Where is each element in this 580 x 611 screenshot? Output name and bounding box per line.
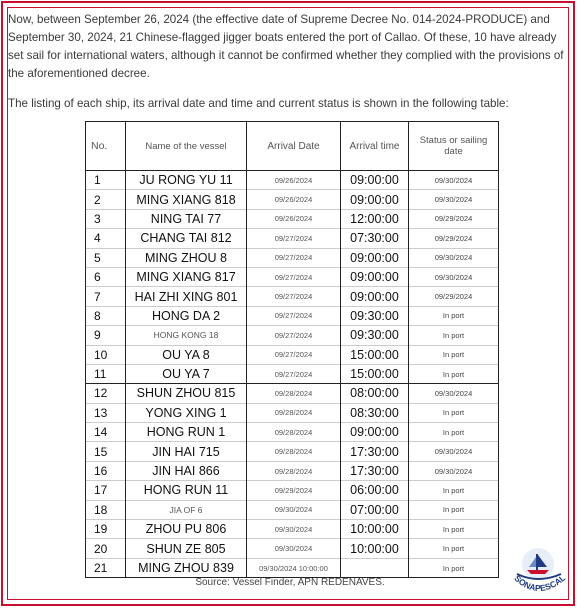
cell-no: 3	[86, 209, 126, 228]
cell-status: 09/29/2024	[409, 209, 499, 228]
cell-vessel-name: HONG KONG 18	[126, 326, 247, 345]
table-row	[86, 558, 499, 577]
header-no: No.	[86, 122, 126, 171]
cell-arrival-time: 09:00:00	[341, 248, 409, 267]
cell-arrival-time: 08:00:00	[341, 384, 409, 403]
cell-no: 11	[86, 364, 126, 383]
cell-no: 5	[86, 248, 126, 267]
cell-status: In port	[409, 326, 499, 345]
cell-arrival-date: 09/28/2024	[247, 423, 341, 442]
cell-arrival-time: 07:00:00	[341, 500, 409, 519]
header-arrival-date: Arrival Date	[247, 122, 341, 171]
cell-status: 09/30/2024	[409, 384, 499, 403]
cell-status: 09/30/2024	[409, 190, 499, 209]
cell-vessel-name: MING XIANG 818	[126, 190, 247, 209]
cell-vessel-name: SHUN ZHOU 815	[126, 384, 247, 403]
cell-arrival-date: 09/26/2024	[247, 171, 341, 190]
cell-arrival-time: 06:00:00	[341, 481, 409, 500]
table-row	[86, 326, 499, 345]
cell-arrival-time: 09:00:00	[341, 171, 409, 190]
cell-no: 13	[86, 403, 126, 422]
cell-arrival-time: 09:00:00	[341, 423, 409, 442]
cell-no: 14	[86, 423, 126, 442]
cell-vessel-name: OU YA 7	[126, 364, 247, 383]
cell-vessel-name: HONG RUN 11	[126, 481, 247, 500]
cell-status: 09/30/2024	[409, 267, 499, 286]
cell-vessel-name: JIA OF 6	[126, 500, 247, 519]
cell-no: 12	[86, 384, 126, 403]
cell-status: In port	[409, 558, 499, 577]
table-row	[86, 520, 499, 539]
intro-paragraph: Now, between September 26, 2024 (the effective date of Supreme Decree No. 014-2024-PRODUCE) and September 30, 2024, 21 Chinese-flagged jigger boats entered the port of Callao. Of these, 10 have already set sail for international waters, although it cannot be confirmed whether they complied with the provisions of the aforementioned decree.	[8, 13, 564, 80]
table-row	[86, 364, 499, 383]
cell-arrival-date: 09/30/2024	[247, 520, 341, 539]
table-row	[86, 287, 499, 306]
cell-arrival-date: 09/27/2024	[247, 364, 341, 383]
cell-vessel-name: JIN HAI 866	[126, 461, 247, 480]
cell-arrival-time: 09:00:00	[341, 190, 409, 209]
cell-arrival-date: 09/26/2024	[247, 190, 341, 209]
cell-arrival-time: 17:30:00	[341, 461, 409, 480]
cell-status: 09/30/2024	[409, 461, 499, 480]
cell-no: 15	[86, 442, 126, 461]
cell-arrival-time: 15:00:00	[341, 345, 409, 364]
cell-arrival-date: 09/28/2024	[247, 403, 341, 422]
cell-vessel-name: ZHOU PU 806	[126, 520, 247, 539]
cell-status: In port	[409, 306, 499, 325]
cell-no: 2	[86, 190, 126, 209]
cell-status: In port	[409, 345, 499, 364]
vessel-table	[85, 121, 499, 578]
cell-arrival-time: 15:00:00	[341, 364, 409, 383]
header-status: Status or sailing date	[409, 122, 499, 171]
cell-no: 10	[86, 345, 126, 364]
cell-vessel-name: HONG RUN 1	[126, 423, 247, 442]
cell-vessel-name: HONG DA 2	[126, 306, 247, 325]
header-arrival-time: Arrival time	[341, 122, 409, 171]
cell-arrival-date: 09/28/2024	[247, 384, 341, 403]
table-row	[86, 500, 499, 519]
cell-status: In port	[409, 481, 499, 500]
cell-vessel-name: HAI ZHI XING 801	[126, 287, 247, 306]
table-row	[86, 306, 499, 325]
cell-no: 7	[86, 287, 126, 306]
cell-arrival-date: 09/28/2024	[247, 442, 341, 461]
cell-status: 09/30/2024	[409, 248, 499, 267]
cell-arrival-date: 09/30/2024	[247, 539, 341, 558]
cell-vessel-name: JIN HAI 715	[126, 442, 247, 461]
cell-no: 17	[86, 481, 126, 500]
table-row	[86, 461, 499, 480]
cell-vessel-name: SHUN ZE 805	[126, 539, 247, 558]
cell-vessel-name: YONG XING 1	[126, 403, 247, 422]
cell-no: 16	[86, 461, 126, 480]
cell-arrival-time: 12:00:00	[341, 209, 409, 228]
cell-no: 6	[86, 267, 126, 286]
cell-arrival-date: 09/27/2024	[247, 287, 341, 306]
cell-vessel-name: JU RONG YU 11	[126, 171, 247, 190]
cell-arrival-time: 09:00:00	[341, 287, 409, 306]
cell-arrival-time: 10:00:00	[341, 539, 409, 558]
cell-arrival-date: 09/30/2024 10:00:00	[247, 558, 341, 577]
cell-arrival-date: 09/27/2024	[247, 326, 341, 345]
cell-arrival-time: 09:30:00	[341, 326, 409, 345]
cell-arrival-time: 09:00:00	[341, 267, 409, 286]
logo-text: SONAPESCAL	[512, 572, 568, 594]
table-row	[86, 539, 499, 558]
cell-status: In port	[409, 539, 499, 558]
cell-arrival-date: 09/27/2024	[247, 267, 341, 286]
cell-no: 1	[86, 171, 126, 190]
table-row	[86, 209, 499, 228]
cell-arrival-time: 08:30:00	[341, 403, 409, 422]
table-row	[86, 384, 499, 403]
cell-arrival-date: 09/27/2024	[247, 306, 341, 325]
source-caption: Source: Vessel Finder, APN REDENAVES.	[195, 577, 385, 588]
cell-vessel-name: OU YA 8	[126, 345, 247, 364]
table-row	[86, 171, 499, 190]
cell-vessel-name: CHANG TAI 812	[126, 229, 247, 248]
table-row	[86, 481, 499, 500]
table-row	[86, 345, 499, 364]
sonapescal-logo	[505, 540, 575, 602]
cell-vessel-name: MING ZHOU 839	[126, 558, 247, 577]
cell-arrival-date: 09/29/2024	[247, 481, 341, 500]
cell-no: 21	[86, 558, 126, 577]
cell-arrival-time: 17:30:00	[341, 442, 409, 461]
cell-status: 09/30/2024	[409, 171, 499, 190]
cell-vessel-name: MING ZHOU 8	[126, 248, 247, 267]
table-row	[86, 229, 499, 248]
cell-arrival-date: 09/27/2024	[247, 229, 341, 248]
cell-no: 18	[86, 500, 126, 519]
table-row	[86, 190, 499, 209]
cell-arrival-time	[341, 558, 409, 577]
cell-no: 20	[86, 539, 126, 558]
table-row	[86, 248, 499, 267]
cell-vessel-name: NING TAI 77	[126, 209, 247, 228]
cell-no: 4	[86, 229, 126, 248]
cell-status: 09/29/2024	[409, 229, 499, 248]
table-row	[86, 267, 499, 286]
cell-status: In port	[409, 500, 499, 519]
cell-no: 19	[86, 520, 126, 539]
table-header-row	[86, 122, 499, 171]
cell-arrival-time: 09:30:00	[341, 306, 409, 325]
cell-arrival-date: 09/28/2024	[247, 461, 341, 480]
header-vessel-name: Name of the vessel	[126, 122, 247, 171]
cell-arrival-time: 07:30:00	[341, 229, 409, 248]
table-intro-paragraph: The listing of each ship, its arrival date and time and current status is shown in the following table:	[8, 97, 509, 110]
cell-no: 9	[86, 326, 126, 345]
table-row	[86, 403, 499, 422]
cell-status: In port	[409, 520, 499, 539]
cell-arrival-date: 09/30/2024	[247, 500, 341, 519]
cell-arrival-date: 09/26/2024	[247, 209, 341, 228]
cell-vessel-name: MING XIANG 817	[126, 267, 247, 286]
cell-no: 8	[86, 306, 126, 325]
cell-status: In port	[409, 423, 499, 442]
table-row	[86, 442, 499, 461]
table-body	[86, 171, 499, 578]
cell-status: In port	[409, 403, 499, 422]
cell-status: In port	[409, 364, 499, 383]
table-row	[86, 423, 499, 442]
cell-status: 09/30/2024	[409, 442, 499, 461]
cell-arrival-date: 09/27/2024	[247, 248, 341, 267]
cell-arrival-time: 10:00:00	[341, 520, 409, 539]
cell-status: 09/29/2024	[409, 287, 499, 306]
cell-arrival-date: 09/27/2024	[247, 345, 341, 364]
